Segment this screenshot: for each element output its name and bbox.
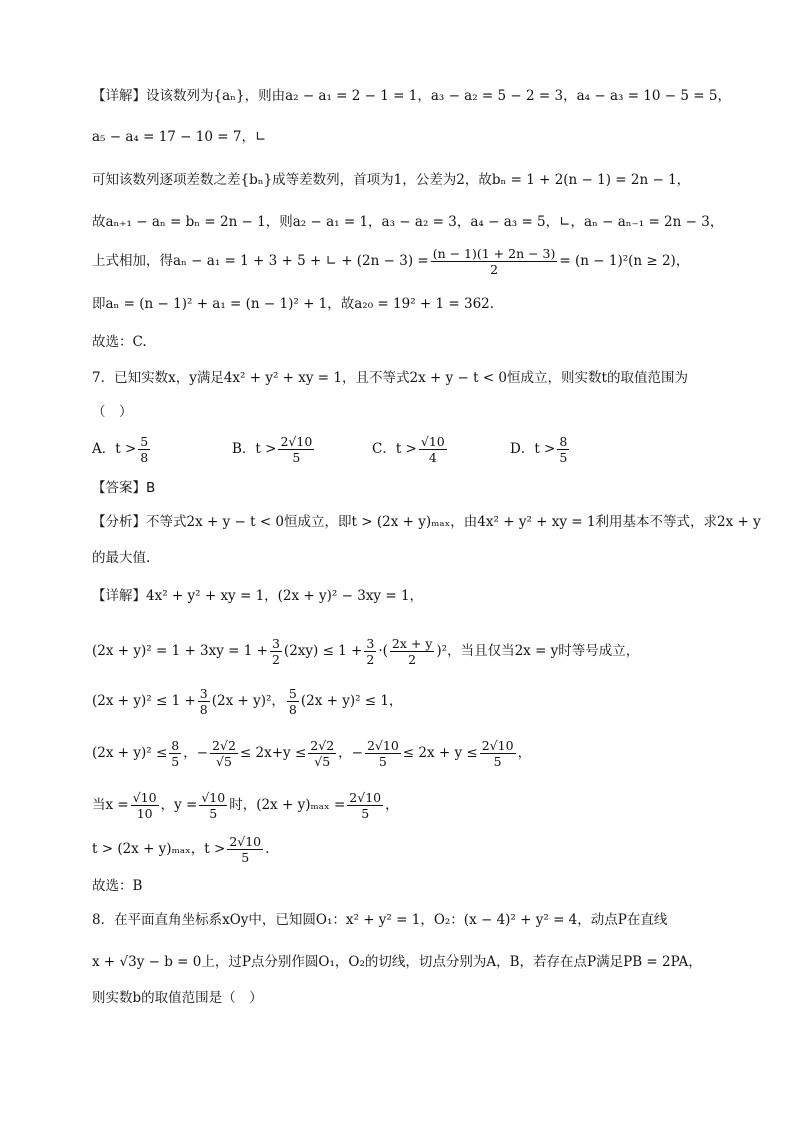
p6-detail-line-4: 故aₙ₊₁ − aₙ = bₙ = 2n − 1，则a₂ − a₁ = 1，a₃ − a₂ = 3，a₄ − a₃ = 5，∟，aₙ − aₙ₋₁ = 2n − 3，	[92, 214, 724, 230]
q7-detail-6: t > (2x + y)ₘₐₓ，t > $\frac{2√10}{5}$ .	[92, 834, 270, 865]
option-b: B．t > $\frac{2√10}{5}$	[232, 434, 313, 465]
q7-choose: 故选：B	[92, 878, 143, 894]
detail-tag: 【详解】	[92, 88, 146, 104]
q8-line-2: x + √3y − b = 0上，过P点分别作圆O₁，O₂的切线，切点分别为A，B，若存在点P满足PB = 2PA，	[92, 954, 702, 970]
q7-detail-3: (2x + y)² ≤ 1 + $\frac{3}{8}$ (2x + y)²， $\frac{5}{8}$ (2x + y)² ≤ 1，	[92, 686, 403, 717]
q7-answer: 【答案】B	[92, 480, 156, 496]
option-a: A．t > $\frac{5}{8}$	[92, 434, 149, 465]
option-d: D．t > $\frac{8}{5}$	[510, 434, 568, 465]
fraction: $\frac{(n - 1)(1 + 2n - 3)}{2}$	[432, 246, 556, 277]
option-c: C．t > $\frac{√10}{4}$	[372, 434, 445, 465]
q8-line-3: 则实数b的取值范围是（ ）	[92, 990, 263, 1006]
q7-detail-4: (2x + y)² ≤ $\frac{8}{5}$ ，− $\frac{2√2}{√5}$ ≤ 2x+y ≤ $\frac{2√2}{√5}$ ，− $\frac{2√10}{5}$ ≤ 2x + y ≤ $\frac{2√10}{5}$ ，	[92, 738, 532, 769]
q7-paren: （ ）	[92, 404, 133, 420]
q7-stem: 7．已知实数x，y满足4x² + y² + xy = 1，且不等式2x + y − t < 0恒成立，则实数t的取值范围为	[92, 370, 688, 386]
q8-line-1: 8．在平面直角坐标系xOy中，已知圆O₁：x² + y² = 1，O₂：(x − 4)² + y² = 4，动点P在直线	[92, 912, 668, 928]
p6-detail-line-5: 上式相加，得aₙ − a₁ = 1 + 3 + 5 + ∟ + (2n − 3) = $\frac{(n - 1)(1 + 2n - 3)}{2}$ = (n − 1)²(n ≥ 2)，	[92, 246, 690, 277]
p6-detail-line-6: 即aₙ = (n − 1)² + a₁ = (n − 1)² + 1，故a₂₀ = 19² + 1 = 362.	[92, 296, 495, 312]
q7-detail-2: (2x + y)² = 1 + 3xy = 1 + $\frac{3}{2}$ (2xy) ≤ 1 + $\frac{3}{2}$ ·( $\frac{2x + y}{2}$ )²，当且仅当2x = y时等号成立，	[92, 636, 640, 667]
q7-analysis-2: 的最大值.	[92, 550, 151, 566]
q7-analysis-1: 【分析】不等式2x + y − t < 0恒成立，即t > (2x + y)ₘₐₓ，由4x² + y² + xy = 1利用基本不等式，求2x + y	[92, 514, 761, 530]
p6-choose: 故选：C.	[92, 334, 147, 350]
q7-detail-5: 当x = $\frac{√10}{10}$ ，y = $\frac{√10}{5}$ 时，(2x + y)ₘₐₓ = $\frac{2√10}{5}$ ，	[92, 790, 399, 821]
p6-detail-line-1: 【详解】设该数列为{aₙ}，则由a₂ − a₁ = 2 − 1 = 1，a₃ − a₂ = 5 − 2 = 3，a₄ − a₃ = 10 − 5 = 5，	[92, 88, 731, 104]
p6-detail-line-3: 可知该数列逐项差数之差{bₙ}成等差数列，首项为1，公差为2，故bₙ = 1 + 2(n − 1) = 2n − 1，	[92, 172, 691, 188]
p6-detail-line-2: a₅ − a₄ = 17 − 10 = 7，∟	[92, 129, 267, 145]
q7-detail-1: 【详解】4x² + y² + xy = 1，(2x + y)² − 3xy = 1，	[92, 588, 424, 604]
